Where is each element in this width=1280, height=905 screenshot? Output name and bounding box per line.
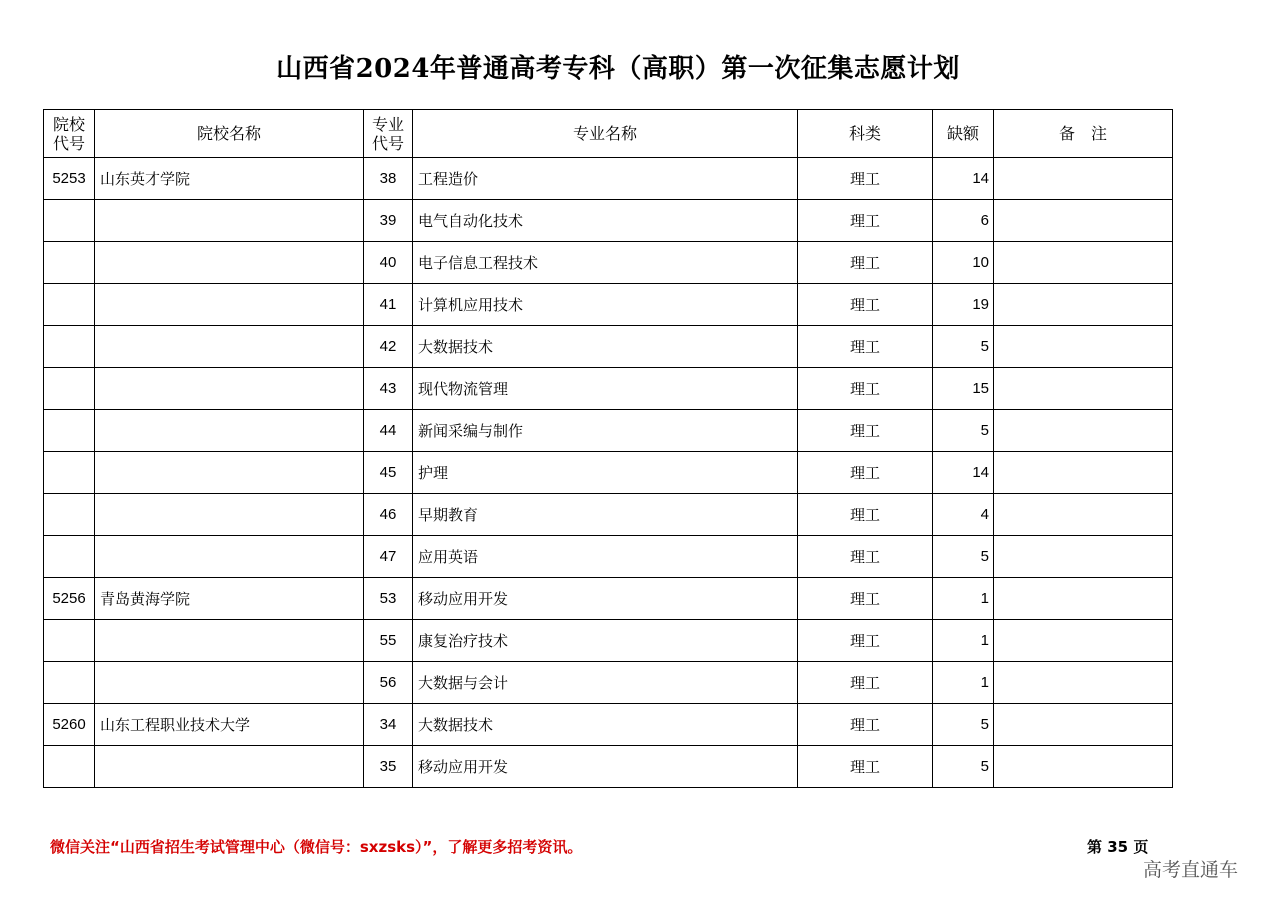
school-code-cell	[44, 620, 95, 662]
major-code-cell: 45	[364, 452, 413, 494]
remark-cell	[994, 242, 1173, 284]
major-code-cell: 43	[364, 368, 413, 410]
major-name-cell: 护理	[413, 452, 798, 494]
major-code-cell: 35	[364, 746, 413, 788]
header-remark: 备 注	[994, 110, 1173, 158]
quota-cell: 6	[933, 200, 994, 242]
quota-cell: 10	[933, 242, 994, 284]
footer-wechat-note: 微信关注“山西省招生考试管理中心（微信号：sxzsks）”，了解更多招考资讯。	[50, 838, 583, 856]
enrollment-plan-table	[43, 109, 1173, 788]
major-name-cell: 现代物流管理	[413, 368, 798, 410]
school-code-cell	[44, 746, 95, 788]
school-name-cell	[95, 368, 364, 410]
remark-cell	[994, 368, 1173, 410]
quota-cell: 1	[933, 620, 994, 662]
major-name-cell: 新闻采编与制作	[413, 410, 798, 452]
quota-cell: 1	[933, 662, 994, 704]
major-name-cell: 康复治疗技术	[413, 620, 798, 662]
school-name-cell	[95, 410, 364, 452]
category-cell: 理工	[798, 746, 933, 788]
major-name-cell: 电气自动化技术	[413, 200, 798, 242]
remark-cell	[994, 536, 1173, 578]
quota-cell: 14	[933, 452, 994, 494]
table-row	[44, 452, 1173, 494]
major-name-cell: 大数据技术	[413, 704, 798, 746]
quota-cell: 5	[933, 746, 994, 788]
remark-cell	[994, 158, 1173, 200]
major-code-cell: 41	[364, 284, 413, 326]
remark-cell	[994, 200, 1173, 242]
school-code-cell	[44, 284, 95, 326]
quota-cell: 5	[933, 326, 994, 368]
header-quota: 缺额	[933, 110, 994, 158]
major-name-cell: 计算机应用技术	[413, 284, 798, 326]
category-cell: 理工	[798, 704, 933, 746]
school-code-cell	[44, 494, 95, 536]
major-name-cell: 电子信息工程技术	[413, 242, 798, 284]
category-cell: 理工	[798, 662, 933, 704]
major-code-cell: 38	[364, 158, 413, 200]
category-cell: 理工	[798, 242, 933, 284]
major-name-cell: 应用英语	[413, 536, 798, 578]
major-name-cell: 大数据与会计	[413, 662, 798, 704]
major-name-cell: 工程造价	[413, 158, 798, 200]
school-code-cell	[44, 536, 95, 578]
school-name-cell	[95, 200, 364, 242]
major-code-cell: 34	[364, 704, 413, 746]
remark-cell	[994, 746, 1173, 788]
school-name-cell	[95, 662, 364, 704]
major-code-cell: 42	[364, 326, 413, 368]
school-name-cell	[95, 242, 364, 284]
category-cell: 理工	[798, 158, 933, 200]
school-code-cell: 5260	[44, 704, 95, 746]
quota-cell: 1	[933, 578, 994, 620]
table-row	[44, 746, 1173, 788]
remark-cell	[994, 704, 1173, 746]
remark-cell	[994, 410, 1173, 452]
page-title: 山西省2024年普通高考专科（高职）第一次征集志愿计划	[276, 54, 960, 84]
school-code-cell	[44, 662, 95, 704]
major-name-cell: 大数据技术	[413, 326, 798, 368]
school-name-cell	[95, 536, 364, 578]
category-cell: 理工	[798, 452, 933, 494]
header-school-name: 院校名称	[95, 110, 364, 158]
quota-cell: 5	[933, 410, 994, 452]
school-name-cell: 山东工程职业技术大学	[95, 704, 364, 746]
remark-cell	[994, 494, 1173, 536]
major-name-cell: 早期教育	[413, 494, 798, 536]
table-row	[44, 704, 1173, 746]
remark-cell	[994, 284, 1173, 326]
table-row	[44, 242, 1173, 284]
category-cell: 理工	[798, 284, 933, 326]
header-category: 科类	[798, 110, 933, 158]
major-code-cell: 55	[364, 620, 413, 662]
watermark-text: 高考直通车	[1143, 859, 1239, 881]
school-code-cell: 5253	[44, 158, 95, 200]
remark-cell	[994, 662, 1173, 704]
table-row	[44, 326, 1173, 368]
school-code-cell	[44, 326, 95, 368]
school-code-cell	[44, 200, 95, 242]
table-row	[44, 662, 1173, 704]
school-name-cell: 山东英才学院	[95, 158, 364, 200]
table-row	[44, 578, 1173, 620]
major-name-cell: 移动应用开发	[413, 746, 798, 788]
major-code-cell: 47	[364, 536, 413, 578]
table-row	[44, 536, 1173, 578]
major-code-cell: 39	[364, 200, 413, 242]
category-cell: 理工	[798, 578, 933, 620]
school-name-cell	[95, 494, 364, 536]
remark-cell	[994, 326, 1173, 368]
major-code-cell: 46	[364, 494, 413, 536]
category-cell: 理工	[798, 326, 933, 368]
major-code-cell: 44	[364, 410, 413, 452]
table-row	[44, 410, 1173, 452]
table-row	[44, 200, 1173, 242]
major-code-cell: 40	[364, 242, 413, 284]
school-code-cell: 5256	[44, 578, 95, 620]
table-row	[44, 620, 1173, 662]
quota-cell: 14	[933, 158, 994, 200]
quota-cell: 5	[933, 536, 994, 578]
header-major-code: 专业 代号	[364, 110, 413, 158]
remark-cell	[994, 578, 1173, 620]
quota-cell: 19	[933, 284, 994, 326]
category-cell: 理工	[798, 410, 933, 452]
header-major-name: 专业名称	[413, 110, 798, 158]
quota-cell: 15	[933, 368, 994, 410]
category-cell: 理工	[798, 494, 933, 536]
table-row	[44, 158, 1173, 200]
school-code-cell	[44, 242, 95, 284]
header-school-code: 院校 代号	[44, 110, 95, 158]
major-code-cell: 53	[364, 578, 413, 620]
school-name-cell	[95, 620, 364, 662]
school-name-cell: 青岛黄海学院	[95, 578, 364, 620]
school-name-cell	[95, 746, 364, 788]
quota-cell: 4	[933, 494, 994, 536]
category-cell: 理工	[798, 620, 933, 662]
remark-cell	[994, 620, 1173, 662]
category-cell: 理工	[798, 536, 933, 578]
page-number: 第 35 页	[1087, 838, 1149, 856]
major-name-cell: 移动应用开发	[413, 578, 798, 620]
school-name-cell	[95, 284, 364, 326]
category-cell: 理工	[798, 368, 933, 410]
school-code-cell	[44, 368, 95, 410]
major-code-cell: 56	[364, 662, 413, 704]
school-name-cell	[95, 326, 364, 368]
table-row	[44, 284, 1173, 326]
remark-cell	[994, 452, 1173, 494]
table-row	[44, 368, 1173, 410]
school-code-cell	[44, 452, 95, 494]
table-header-row	[44, 110, 1173, 158]
school-name-cell	[95, 452, 364, 494]
table-row	[44, 494, 1173, 536]
school-code-cell	[44, 410, 95, 452]
quota-cell: 5	[933, 704, 994, 746]
category-cell: 理工	[798, 200, 933, 242]
